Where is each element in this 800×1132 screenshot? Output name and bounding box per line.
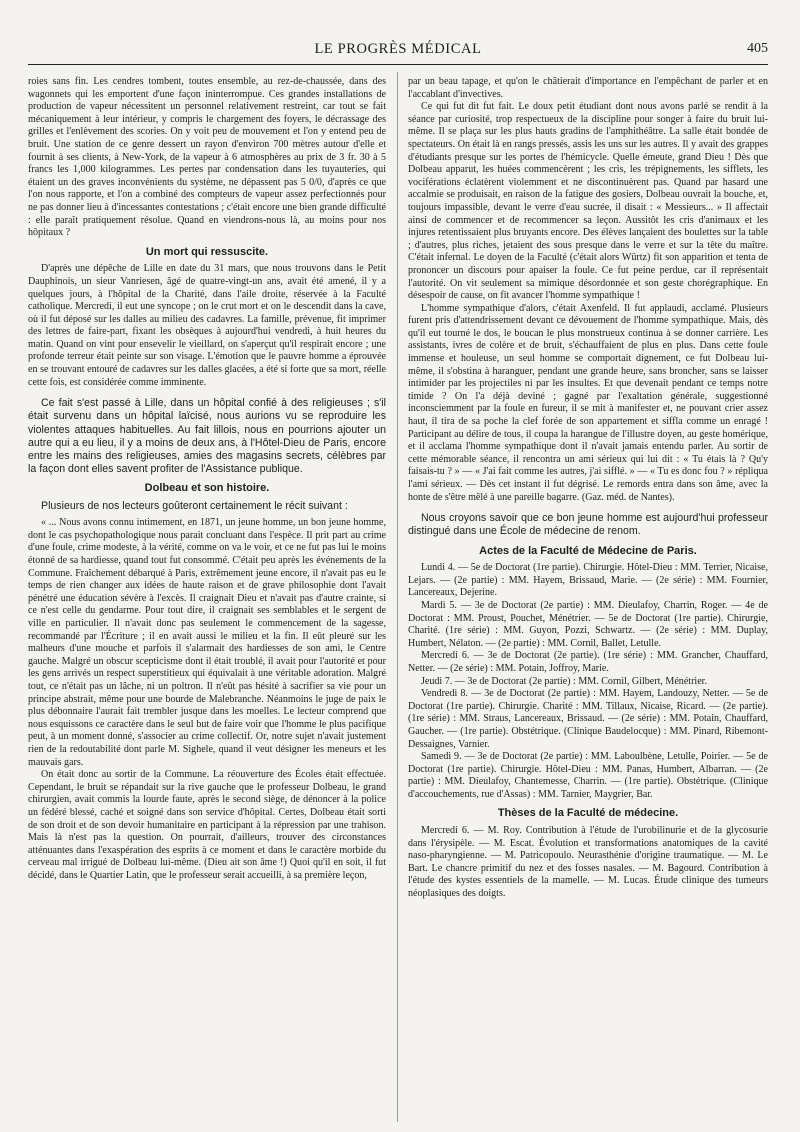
right-column bbox=[408, 76, 768, 1126]
page-number: 405 bbox=[747, 41, 768, 56]
article-paragraph: On était donc au sortir de la Commune. La réouverture des Écoles était effectuée. Cependant, le bruit se répandait sur la rive gauche que le professeur Dolbeau, le grand chirurgien, avait commis la lourde faute, après le second siège, de dénoncer à la police un fédéré blessé, caché et soigné dans son service d'hôpital. Certes, Dolbeau était sorti de son droit et de son devoir humanitaire en participant à la répression par une trahison. Mais là n'est pas la question. On pourrait, d'ailleurs, trouver des circonstances atténuantes dans l'exaspération des esprits à ce moment et dans le caractère morbide du cerveau mal irrigué de Dolbeau lui-même. (Dieu ait son âme !) Quoi qu'il en soit, il fut décidé, dans le Quartier Latin, que le professeur serait accueilli, à sa première leçon, bbox=[28, 769, 386, 881]
exam-entry: Mercredi 6. — 3e de Doctorat (2e partie). (1re série) : MM. Grancher, Chauffard, Netter. — (2e série) : MM. Potain, Joffroy, Marie. bbox=[408, 650, 768, 674]
article-paragraph: L'homme sympathique d'alors, c'était Axenfeld. Il fut applaudi, acclamé. Plusieurs furent pris d'attendrissement devant ce dévouement de l'homme sympathique. Mais, dès qu'il eut tourné le dos, le boucan le plus monstrueux continua à se donner carrière. Les assistants, ivres de colère et de bruit, s'échauffaient de plus en plus. Dans cette foule immense et houleuse, un seul homme se comportait dignement, ce fut Dolbeau lui-même, il s'obstina à haranguer, pendant une grande heure, sans broncher, sans se laisser intimider par les projectiles ni par les insultes. Et que devenait pendant ce temps notre timide ? On l'a déjà deviné ; gagné par l'exaltation générale, suggestionné inconsciemment par la foule en fureur, il se mit à manifester et, ne pouvant crier assez haut, il tira de sa poche la clef forée de son appartement et siffla comme un enragé ! Participant au délire de tous, il coupa la harangue de l'illustre doyen, au geste homérique, et il acclama l'homme sympathique dont il n'avait jamais entendu parler. Au sortir de cette mémorable séance, il rencontra un ami sérieux qui lui dit : « Tu étais là ? Qu'y faisais-tu ? » — « J'ai fait comme les autres, j'ai sifflé. » — « Tu es donc fou ? » répliqua l'ami sérieux. — Dès cet instant il fut dégrisé. Le remords entra dans son âme, avec la honte de s'être mêlé à une pareille bagarre. (Gaz. méd. de Nantes). bbox=[408, 302, 768, 503]
exam-entry: Samedi 9. — 3e de Doctorat (2e partie) : MM. Laboulbène, Letulle, Poirier. — 5e de Doctorat (1re partie). Chirurgie. Hôtel-Dieu : MM. Panas, Humbert, Albarran. — (2e partie) : MM. Dieulafoy, Chantemesse, Charrin. — (1re partie). Obstétrique. (Clinique d'accouchements, rue d'Assas) : MM. Tarnier, Maygrier, Bar. bbox=[408, 751, 768, 800]
exam-entry: Mardi 5. — 3e de Doctorat (2e partie) : MM. Dieulafoy, Charrin, Roger. — 4e de Doctorat : MM. Proust, Pouchet, Ménétrier. — 5e de Doctorat (1re partie). Chirurgie, Charité. (1re série) : MM. Guyon, Pozzi, Schwartz. — (2e série) : MM. Duplay, Humbert, Nélaton. — (2e partie) : MM. Cornil, Ballet, Letulle. bbox=[408, 599, 768, 649]
article-paragraph: roies sans fin. Les cendres tombent, toutes ensemble, au rez-de-chaussée, dans des wagonnets qui les emportent d'une façon ininterrompue. Ces grandes installations de production de vapeur nécessitent un personnel relativement restreint, car tout se fait mécaniquement à leur intérieur, y compris le chargement des foyers, le décrassage des grilles et l'enlèvement des scories. On y voit peu de mouvement et l'on y entend peu de bruit. Une station de ce genre dessert un rayon d'environ 700 mètres autour d'elle et fournit à ses clients, à New-York, de la vapeur à 6 atmosphères au prix de 3 fr. 30 à 5 francs les 1,000 kilogrammes. Les pertes par condensation dans les tuyauteries, qui étaient un des graves inconvénients du système, ne dépassent pas 5 0/0, d'après ce que l'on nous rapporte, et l'on a combiné des compteurs de vapeur assez perfectionnés pour ne pas donner lieu à d'incessantes contestations ; c'était encore une bien grande difficulté : elle paraît pratiquement résolue. Quand en viendrons-nous là, au moins pour nos hôpitaux ? bbox=[28, 76, 386, 239]
exam-entry: Lundi 4. — 5e de Doctorat (1re partie). Chirurgie. Hôtel-Dieu : MM. Terrier, Nicaise, Lejars. — (2e partie) : MM. Hayem, Brissaud, Marie. — (2e série) : MM. Fournier, Lancereaux, Dejerine. bbox=[408, 562, 768, 599]
section-heading-actes: Actes de la Faculté de Médecine de Paris. bbox=[479, 544, 697, 557]
article-paragraph: D'après une dépêche de Lille en date du 31 mars, que nous trouvons dans le Petit Dauphinois, un sieur Vanriesen, âgé de quatre-vingt-un ans, avait été amené, il y a quelques jours, à l'hôpital de la Charité, dans l'aile droite, réservée à la Faculté catholique. Mercredi, il eut une syncope ; on le crut mort et on le descendit dans la cave, où il fut déposé sur les dalles au milieu des cadavres. La famille, prévenue, fit imprimer des lettres de faire-part, fixant les obsèques à aujourd'hui vendredi, à huit heures du matin. Quand on vint pour ensevelir le vieillard, on s'aperçut qu'il respirait encore ; une profonde terreur était peinte sur son visage. L'émotion que le pauvre homme a éprouvée en se trouvant entouré de cadavres sur les dalles glacées, a été si forte que sa mort, réelle cette fois, est considérée comme imminente. bbox=[28, 263, 386, 388]
running-title: LE PROGRÈS MÉDICAL bbox=[314, 41, 482, 57]
section-heading-mort: Un mort qui ressuscite. bbox=[145, 245, 269, 258]
closing-paragraph: Nous croyons savoir que ce bon jeune homme est aujourd'hui professeur distingué dans une École de médecine de renom. bbox=[408, 512, 768, 538]
article-paragraph: Ce qui fut dit fut fait. Le doux petit étudiant dont nous avons parlé se rendit à la séance par curiosité, trop respectueux de la discipline pour songer à faire du bruit lui-même. Il se plaça sur les plus hauts gradins de l'amphithéâtre. La salle était bondée de spectateurs. On était là en rangs pressés, assis les uns sur les autres. Il y avait des grappes d'étudiants presque sur les portes de l'hémicycle. Quelle émeute, grand Dieu ! Dès que Dolbeau apparut, les huées commencèrent ; les cris, les trépignements, les sifflets, les vociférations éclatèrent violemment et ne discontinuèrent pas. Quand par hasard une accalmie se produisait, en raison de la fatigue des gosiers, Dolbeau ouvrait la bouche, et, toujours impassible, devant le verre d'eau sucrée, il disait : « Messieurs... » Il affectait ainsi de commencer et de recommencer sa leçon. Aussitôt les cris d'animaux et les injures retentissaient plus bruyants encore. Des élèves lançaient des boulettes sur la table ; d'autres, plus riches, jetaient des sous presque dans le verre et sur la tête du maître. C'était infernal. Le doyen de la Faculté (c'était alors Würtz) fit son apparition et tenta de prononcer un discours pour apaiser la foule. Ce fut peine perdue, car il représentait l'autorité. On vit seulement sa mimique désordonnée et son geste chorégraphique. En désespoir de cause, on fit avancer l'homme sympathique ! bbox=[408, 101, 768, 302]
section-heading-theses: Thèses de la Faculté de médecine. bbox=[497, 807, 679, 820]
section-heading-dolbeau: Dolbeau et son histoire. bbox=[144, 482, 270, 495]
column-divider bbox=[397, 72, 398, 1122]
commentary-paragraph: Ce fait s'est passé à Lille, dans un hôpital confié à des religieuses ; s'il était survenu dans un hôpital laïcisé, nous aurions vu se reproduire les violentes attaques habituelles. Au fait lillois, nous en pourrions ajouter un autre qui a eu lieu, il y a moins de deux ans, à l'Hôtel-Dieu de Paris, encore entre les mains des religieuses, amies des magasins secrets, célèbres par la façon dont elles savent profiter de l'Assistance publique. bbox=[28, 397, 386, 476]
thesis-entry: Mercredi 6. — M. Roy. Contribution à l'étude de l'urobilinurie et de la glycosurie dans l'érysipèle. — M. Escat. Évolution et transformations anatomiques de la cavité naso-pharyngienne. — M. Patricopoulo. Neurasthénie d'origine traumatique. — M. Le Bart. Le chancre primitif du nez et des fosses nasales. — M. Bagourd. Contribution à l'étude des kystes essentiels de la mamelle. — M. Lucas. Étude clinique des tumeurs néoplasiques des doigts. bbox=[408, 825, 768, 900]
article-paragraph: par un beau tapage, et qu'on le châtierait d'importance en l'empêchant de parler et en l'accablant d'invectives. bbox=[408, 76, 768, 100]
exam-entry: Jeudi 7. — 3e de Doctorat (2e partie) : MM. Cornil, Gilbert, Ménétrier. bbox=[421, 675, 707, 687]
exam-entry: Vendredi 8. — 3e de Doctorat (2e partie) : MM. Hayem, Landouzy, Netter. — 5e de Doctorat (1re partie). Chirurgie. Charité : MM. Tillaux, Nicaise, Ricard. — (2e partie). (1re série) : MM. Straus, Lancereaux, Brissaud. — (2e série) : MM. Potain, Chauffard, Gaucher. — (1re partie). Obstétrique. (Clinique Baudelocque) : MM. Pinard, Ribemont-Dessaignes, Varnier. bbox=[408, 688, 768, 750]
article-paragraph: « ... Nous avons connu intimement, en 1871, un jeune homme, un bon jeune homme, dont le cas psychopathologique nous parait concluant dans l'espèce. Il prit part au crime d'une foule, crime modeste, à la vérité, comme on va le voir, et ce ne fut pas lui le moins étonné de sa hardiesse, quand tout fut consommé. C'était peu après les événements de la Commune. Fraîchement débarqué à Paris, extrêmement jeune encore, il n'avait pas eu le temps de rien changer aux idées de haute raison et de grave philosophie dont l'avait pénétré une éducation sévère à l'excès. Il craignait Dieu et n'avait pas d'autre crainte, si ce n'est celle du gendarme. Pour tout dire, il craignait ses semblables et le sergent de ville en particulier. Il n'avait donc pas seulement le commencement de la sagesse, recommandé par l'Écriture ; il en avait aussi le milieu et la fin. Il eût pleuré sur les malheurs d'une mouche et parfois il s'alarmait des hardiesses de son ami, le Centre gauche. Malgré un obscur scepticisme dont il était troublé, il avait pour l'autorité et pour les gens arrivés un respect superstitieux qui équivalait à une véritable adoration. Malgré tout, ce n'était pas un lâche, ni un poltron. Il n'eût pas hésité à sacrifier sa vie pour un principe abstrait, même pour une bourde de Malebranche. Néanmoins le juge de paix le plus débonnaire l'aurait fait trembler jusque dans les moelles. Le lecteur comprend que nous esquissons ce caractère dans le seul but de faire voir que l'homme le plus pacifique peut, à un moment donné, s'associer au crime collectif. Or, notre sujet n'avait justement rien de la redoutabilité dont parle M. Sighele, quand il veut désigner les meneurs et les mauvais gars. bbox=[28, 517, 386, 768]
intro-paragraph: Plusieurs de nos lecteurs goûteront certainement le récit suivant : bbox=[41, 500, 348, 513]
left-column bbox=[28, 76, 386, 1126]
page-header bbox=[28, 40, 768, 65]
